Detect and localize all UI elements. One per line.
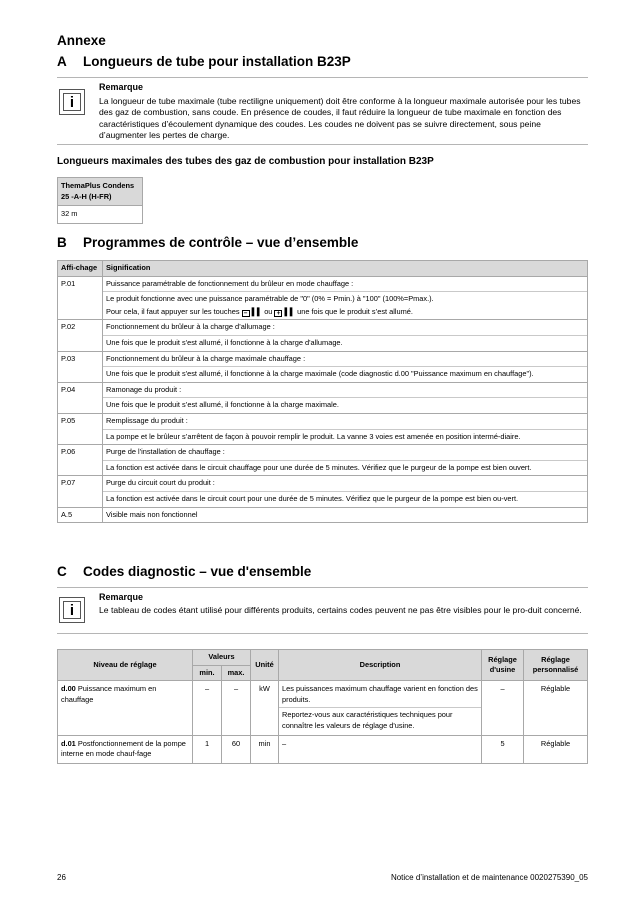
valeurs-header: Valeurs bbox=[193, 650, 251, 666]
info-icon: i bbox=[59, 597, 85, 623]
min-header: min. bbox=[193, 665, 222, 681]
niveau-cell bbox=[58, 735, 193, 763]
section-b-letter: B bbox=[57, 235, 67, 250]
usine-cell: 5 bbox=[482, 735, 524, 763]
section-b-title: Programmes de contrôle – vue d’ensemble bbox=[83, 235, 359, 250]
note-box-c bbox=[57, 587, 588, 634]
diagnostic-codes-table bbox=[57, 649, 588, 764]
row-code: P.05 bbox=[58, 413, 103, 444]
perso-cell: Réglable bbox=[524, 681, 588, 735]
unit-cell: kW bbox=[251, 681, 279, 735]
note-a-title: Remarque bbox=[99, 82, 144, 92]
row-code: P.02 bbox=[58, 320, 103, 351]
max-cell: 60 bbox=[222, 735, 251, 763]
description-header: Description bbox=[279, 650, 482, 681]
info-icon: i bbox=[59, 89, 85, 115]
perso-header: Réglage personnalisé bbox=[524, 650, 588, 681]
row-code: A.5 bbox=[58, 507, 103, 523]
niveau-cell bbox=[58, 681, 193, 735]
keys-text-a: Pour cela, il faut appuyer sur les touches bbox=[106, 306, 240, 316]
page-number: 26 bbox=[57, 873, 66, 882]
col-signification-header: Signification bbox=[103, 261, 588, 277]
section-a-letter: A bbox=[57, 54, 67, 69]
unite-header: Unité bbox=[251, 650, 279, 681]
table-row bbox=[58, 507, 588, 523]
section-c-heading bbox=[57, 564, 311, 579]
table-row bbox=[58, 445, 588, 476]
table-row bbox=[58, 735, 588, 763]
code-name: Postfonctionnement de la pompe interne en mode chauf-fage bbox=[61, 738, 186, 759]
note-c-text: Le tableau de codes étant utilisé pour différents produits, certains codes peuvent ne pas être visibles pour le pro-duit concerné. bbox=[99, 605, 582, 615]
row-title: Remplissage du produit : bbox=[106, 415, 188, 425]
description-cell: – bbox=[279, 735, 482, 763]
keys-text-b: ou bbox=[264, 306, 273, 316]
row-title: Purge de l'installation de chauffage : bbox=[106, 447, 225, 457]
table-row bbox=[58, 413, 588, 444]
row-title: Visible mais non fonctionnel bbox=[103, 507, 588, 523]
code-label: d.00 bbox=[61, 684, 76, 694]
row-detail: La fonction est activée dans le circuit chauffage pour une durée de 5 minutes. Vérifiez que le purgeur de la pompe est bien ouvert. bbox=[103, 460, 587, 474]
control-programs-table bbox=[57, 260, 588, 523]
note-box-a bbox=[57, 77, 588, 145]
minus-key-icon: − bbox=[242, 310, 250, 317]
usine-cell: – bbox=[482, 681, 524, 735]
row-detail: La pompe et le brûleur s’arrêtent de façon à pouvoir remplir le produit. La vanne 3 voies est amenée en position intermé-diaire. bbox=[103, 429, 587, 443]
section-c-title: Codes diagnostic – vue d'ensemble bbox=[83, 564, 312, 579]
bar-icon: ▌▌ bbox=[284, 306, 296, 316]
product-value: 32 m bbox=[58, 206, 143, 224]
section-c-letter: C bbox=[57, 564, 67, 579]
table-row bbox=[58, 351, 588, 382]
row-detail: Le produit fonctionne avec une puissance paramétrable de "0" (0% = Pmin.) à "100" (100%=Pmax.). bbox=[103, 291, 587, 305]
table-row bbox=[58, 681, 588, 735]
row-detail: Une fois que le produit s’est allumé, il fonctionne à la charge maximale. bbox=[103, 397, 587, 411]
max-header: max. bbox=[222, 665, 251, 681]
min-cell: – bbox=[193, 681, 222, 735]
plus-key-icon: + bbox=[274, 310, 282, 317]
row-code: P.04 bbox=[58, 382, 103, 413]
unit-cell: min bbox=[251, 735, 279, 763]
description-line: Reportez-vous aux caractéristiques techniques pour connaître les valeurs de réglage d'usine. bbox=[279, 707, 481, 731]
bar-icon: ▌▌ bbox=[251, 306, 263, 316]
row-title: Fonctionnement du brûleur à la charge d’allumage : bbox=[106, 322, 275, 332]
description-cell bbox=[279, 681, 482, 735]
usine-header: Réglage d'usine bbox=[482, 650, 524, 681]
section-a-heading bbox=[57, 54, 351, 69]
col-affichage-header: Affi-chage bbox=[58, 261, 103, 277]
niveau-header: Niveau de réglage bbox=[58, 650, 193, 681]
annexe-title: Annexe bbox=[57, 33, 106, 48]
row-title: Fonctionnement du brûleur à la charge maximale chauffage : bbox=[106, 353, 306, 363]
row-code: P.06 bbox=[58, 445, 103, 476]
code-label: d.01 bbox=[61, 738, 76, 748]
note-c-title: Remarque bbox=[99, 592, 144, 602]
table-row bbox=[58, 476, 588, 507]
row-code: P.07 bbox=[58, 476, 103, 507]
row-code: P.01 bbox=[58, 276, 103, 320]
section-a-title: Longueurs de tube pour installation B23P bbox=[83, 54, 351, 69]
row-detail: Une fois que le produit s'est allumé, il fonctionne à la charge d'allumage. bbox=[103, 335, 587, 349]
max-cell: – bbox=[222, 681, 251, 735]
section-b-heading bbox=[57, 235, 358, 250]
row-detail-keys bbox=[106, 307, 584, 318]
table-row bbox=[58, 382, 588, 413]
row-detail: La fonction est activée dans le circuit court pour une durée de 5 minutes. Vérifiez que le purgeur de la pompe est bien ou-vert. bbox=[103, 491, 587, 505]
table-a-subheading: Longueurs maximales des tubes des gaz de combustion pour installation B23P bbox=[57, 156, 434, 167]
row-title: Purge du circuit court du produit : bbox=[106, 478, 215, 488]
code-name: Puissance maximum en chauffage bbox=[61, 684, 157, 704]
row-code: P.03 bbox=[58, 351, 103, 382]
footer-doc-reference: Notice d’installation et de maintenance 0020275390_05 bbox=[390, 873, 588, 882]
min-cell: 1 bbox=[193, 735, 222, 763]
row-title: Puissance paramétrable de fonctionnement du brûleur en mode chauffage : bbox=[106, 278, 354, 288]
table-row bbox=[58, 320, 588, 351]
length-table bbox=[57, 177, 143, 224]
product-header: ThemaPlus Condens 25 -A-H (H-FR) bbox=[58, 178, 143, 206]
table-row bbox=[58, 276, 588, 320]
row-detail: Une fois que le produit s'est allumé, il fonctionne à la charge maximale (code diagnostic d.00 "Puissance maximum en chauffage"). bbox=[103, 366, 587, 380]
row-title: Ramonage du produit : bbox=[106, 384, 182, 394]
keys-text-c: une fois que le produit s’est allumé. bbox=[297, 306, 413, 316]
note-a-text: La longueur de tube maximale (tube rectiligne uniquement) doit être conforme à la longueur maximale autorisée pour les tubes des gaz de combustion, sans coude. En présence de coudes, il faut réduire la longueur de tube maximale en fonction des caractéristiques d’écoulement dynamique des coudes. Les coudes ne doivent pas se suivre directement, sous peine d’augmenter les pertes de charge. bbox=[99, 96, 581, 141]
description-line: Les puissances maximum chauffage varient en fonction des produits. bbox=[282, 684, 478, 704]
perso-cell: Réglable bbox=[524, 735, 588, 763]
